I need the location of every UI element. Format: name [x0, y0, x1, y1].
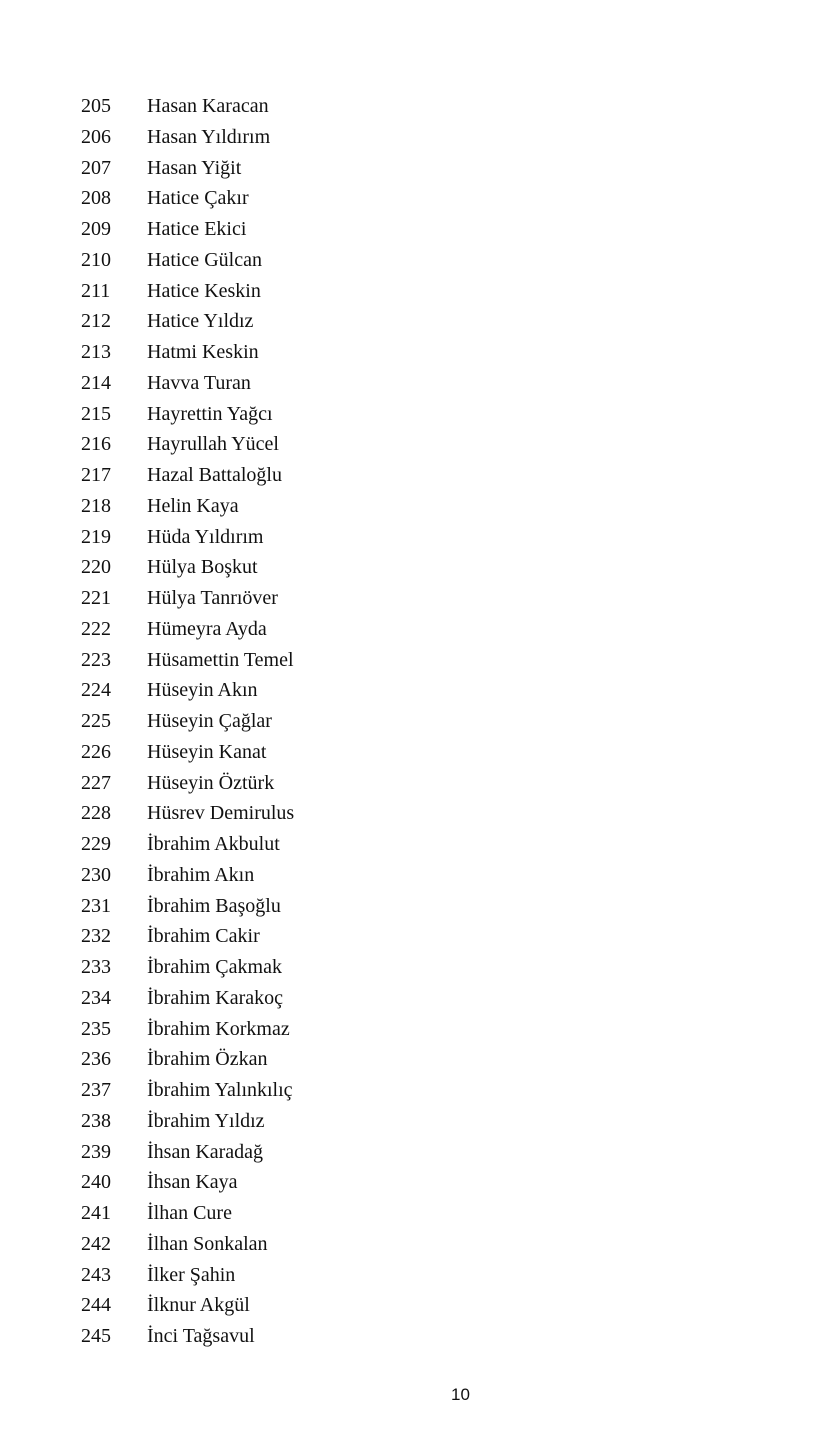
entry-name: İlhan Cure: [147, 1202, 232, 1224]
entry-name: Hümeyra Ayda: [147, 617, 267, 640]
entry-name: Hatice Ekici: [147, 218, 247, 240]
entry-number: 214: [81, 371, 111, 394]
page-number: 10: [451, 1385, 470, 1404]
entry-name: İhsan Kaya: [147, 1171, 238, 1194]
list-item: [81, 860, 681, 891]
entry-name: Hatice Gülcan: [147, 248, 262, 271]
entry-number: 219: [81, 525, 111, 548]
list-item: [81, 829, 681, 860]
list-item: [81, 214, 681, 245]
list-item: [81, 337, 681, 368]
entry-number: 226: [81, 740, 111, 763]
entry-number: 216: [81, 433, 111, 456]
entry-number: 208: [81, 187, 111, 210]
entry-name: Hayrullah Yücel: [147, 433, 279, 456]
list-item: [81, 983, 681, 1014]
entry-number: 209: [81, 218, 111, 240]
entry-name: Hülya Tanrıöver: [147, 587, 278, 609]
entry-number: 243: [81, 1263, 111, 1286]
entry-number: 244: [81, 1294, 111, 1317]
entry-number: 242: [81, 1232, 111, 1255]
list-item: [81, 768, 681, 799]
list-item: [81, 1014, 681, 1045]
entry-name: Hüseyin Öztürk: [147, 771, 275, 794]
list-item: [81, 891, 681, 922]
list-item: [81, 122, 681, 153]
list-item: [81, 460, 681, 491]
entry-number: 215: [81, 402, 111, 425]
list-item: [81, 399, 681, 430]
list-item: [81, 675, 681, 706]
list-item: [81, 91, 681, 122]
entry-name: Hüseyin Akın: [147, 679, 258, 702]
list-item: [81, 552, 681, 583]
entry-number: 231: [81, 894, 111, 917]
entry-number: 228: [81, 802, 111, 825]
entry-number: 225: [81, 710, 111, 732]
list-item: [81, 798, 681, 829]
entry-name: Hüsamettin Temel: [147, 648, 294, 671]
list-item: [81, 368, 681, 399]
entry-name: Hüda Yıldırım: [147, 525, 264, 548]
entry-name: İnci Tağsavul: [147, 1325, 255, 1347]
list-item: [81, 1321, 681, 1352]
entry-name: İbrahim Akbulut: [147, 833, 280, 855]
list-item: [81, 737, 681, 768]
entry-name: Hatice Yıldız: [147, 310, 254, 333]
entry-name: Hayrettin Yağcı: [147, 402, 273, 425]
entry-number: 212: [81, 310, 111, 333]
entry-number: 229: [81, 833, 111, 855]
entry-number: 238: [81, 1109, 111, 1132]
entry-number: 218: [81, 494, 111, 517]
entry-number: 227: [81, 771, 111, 794]
entry-name: Helin Kaya: [147, 494, 239, 517]
list-item: [81, 183, 681, 214]
entry-name: Hazal Battaloğlu: [147, 464, 282, 486]
entry-name: Hatice Keskin: [147, 279, 261, 302]
entry-name: İbrahim Çakmak: [147, 956, 282, 978]
entry-name: Hasan Karacan: [147, 95, 269, 117]
entry-number: 213: [81, 341, 111, 363]
list-item: [81, 245, 681, 276]
entry-number: 217: [81, 464, 111, 486]
entry-number: 239: [81, 1140, 111, 1163]
list-item: [81, 1290, 681, 1321]
entry-name: İbrahim Akın: [147, 863, 255, 886]
list-item: [81, 276, 681, 307]
list-item: [81, 1044, 681, 1075]
entry-name: Hüsrev Demirulus: [147, 802, 295, 825]
entry-name: İbrahim Yıldız: [147, 1109, 265, 1132]
name-list: [81, 91, 681, 1352]
entry-name: Hatice Çakır: [147, 187, 249, 210]
entry-name: Hasan Yiğit: [147, 156, 242, 179]
entry-number: 241: [81, 1202, 111, 1224]
list-item: [81, 1229, 681, 1260]
entry-name: Hülya Boşkut: [147, 556, 258, 579]
entry-number: 233: [81, 956, 111, 978]
list-item: [81, 1137, 681, 1168]
entry-number: 205: [81, 95, 111, 117]
entry-number: 221: [81, 587, 111, 609]
entry-name: Hüseyin Çağlar: [147, 710, 272, 732]
list-item: [81, 1167, 681, 1198]
list-item: [81, 583, 681, 614]
list-item: [81, 153, 681, 184]
entry-name: İlknur Akgül: [147, 1294, 250, 1317]
entry-name: İbrahim Cakir: [147, 925, 260, 948]
entry-number: 245: [81, 1325, 111, 1347]
entry-name: İbrahim Korkmaz: [147, 1017, 290, 1040]
entry-number: 237: [81, 1079, 111, 1101]
list-item: [81, 306, 681, 337]
entry-number: 236: [81, 1048, 111, 1071]
entry-number: 207: [81, 156, 111, 179]
entry-number: 232: [81, 925, 111, 948]
entry-number: 222: [81, 617, 111, 640]
list-item: [81, 645, 681, 676]
entry-name: İbrahim Karakoç: [147, 986, 284, 1009]
list-item: [81, 706, 681, 737]
entry-number: 240: [81, 1171, 111, 1194]
entry-name: İhsan Karadağ: [147, 1140, 264, 1163]
entry-number: 206: [81, 125, 111, 148]
list-item: [81, 522, 681, 553]
entry-number: 224: [81, 679, 111, 702]
list-item: [81, 1260, 681, 1291]
list-item: [81, 1106, 681, 1137]
entry-number: 211: [81, 279, 111, 302]
entry-name: İlhan Sonkalan: [147, 1232, 268, 1255]
entry-number: 230: [81, 863, 111, 886]
list-item: [81, 921, 681, 952]
entry-number: 223: [81, 648, 111, 671]
list-item: [81, 952, 681, 983]
entry-number: 235: [81, 1017, 111, 1040]
entry-name: İbrahim Özkan: [147, 1048, 268, 1071]
entry-number: 220: [81, 556, 111, 579]
entry-name: İlker Şahin: [147, 1263, 236, 1286]
entry-name: İbrahim Başoğlu: [147, 894, 281, 917]
entry-number: 210: [81, 248, 111, 271]
list-item: [81, 1075, 681, 1106]
entry-name: Hatmi Keskin: [147, 341, 259, 363]
list-item: [81, 1198, 681, 1229]
entry-name: İbrahim Yalınkılıç: [147, 1079, 293, 1101]
list-item: [81, 491, 681, 522]
entry-name: Hüseyin Kanat: [147, 740, 267, 763]
list-item: [81, 614, 681, 645]
entry-number: 234: [81, 986, 111, 1009]
entry-name: Hasan Yıldırım: [147, 125, 271, 148]
entry-name: Havva Turan: [147, 371, 251, 394]
list-item: [81, 429, 681, 460]
